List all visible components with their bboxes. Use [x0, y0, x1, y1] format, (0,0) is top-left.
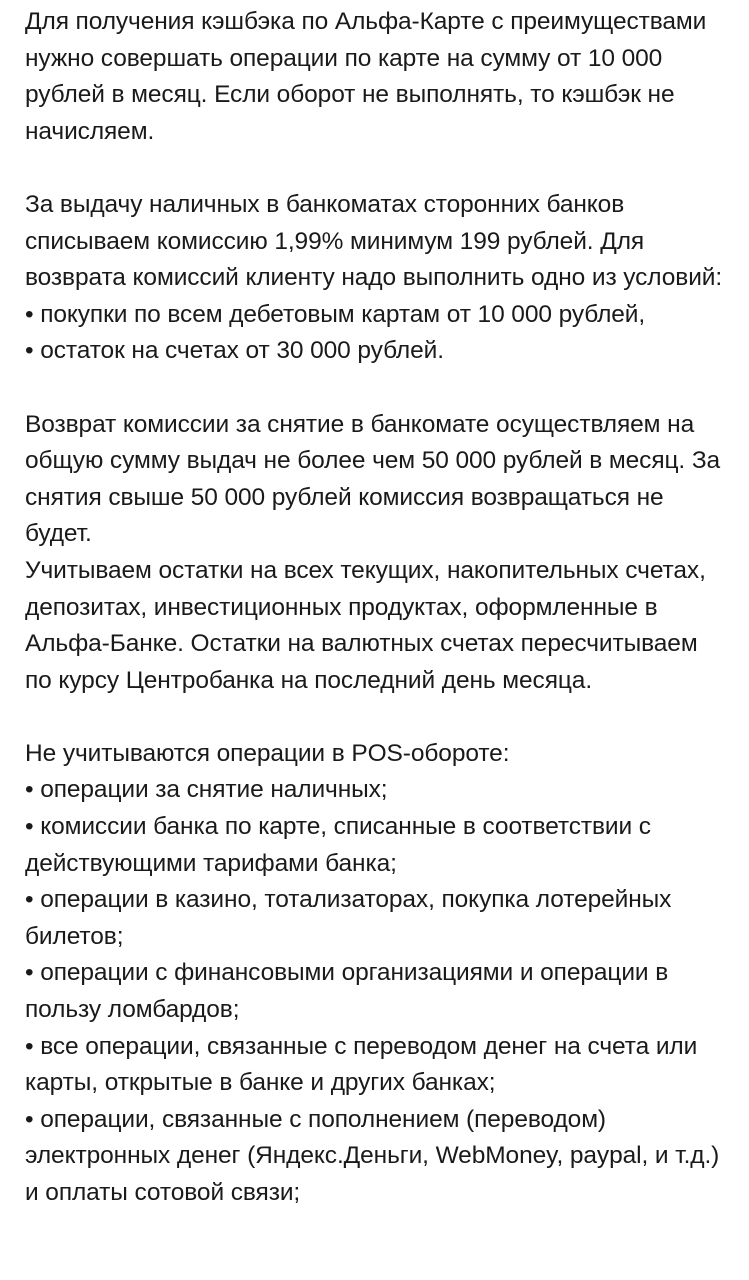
list-item: • покупки по всем дебетовым картам от 10 000 рублей, — [25, 297, 725, 334]
list-item: • операции с финансовыми организациями и операции в пользу ломбардов; — [25, 955, 725, 1028]
paragraph-balances: Учитываем остатки на всех текущих, накопительных счетах, депозитах, инвестиционных продуктах, оформленные в Альфа-Банке. Остатки на валютных счетах пересчитываем по курсу Центробанка на последний день месяца. — [25, 556, 706, 694]
list-item: • операции, связанные с пополнением (переводом) электронных денег (Яндекс.Деньги, WebMoney, paypal, и т.д.) и оплаты сотовой связи; — [25, 1102, 725, 1212]
list-item: • комиссии банка по карте, списанные в соответствии с действующими тарифами банка; — [25, 809, 725, 882]
paragraph-commission-refund-limit: Возврат комиссии за снятие в банкомате осуществляем на общую сумму выдач не более чем 50 000 рублей в месяц. За снятия свыше 50 000 рублей комиссия возвращаться не будет. — [25, 410, 721, 548]
list-item: • операции за снятие наличных; — [25, 772, 725, 809]
paragraph-atm-commission: За выдачу наличных в банкоматах сторонних банков списываем комиссию 1,99% минимум 199 рублей. Для возврата комиссий клиенту надо выполнить одно из условий: — [25, 190, 723, 292]
pos-exclusions-list — [25, 772, 725, 1211]
commission-refund-conditions-list — [25, 297, 725, 370]
list-item: • операции в казино, тотализаторах, покупка лотерейных билетов; — [25, 882, 725, 955]
document-body — [25, 4, 725, 1212]
paragraph-cashback-conditions: Для получения кэшбэка по Альфа-Карте с преимуществами нужно совершать операции по карте на сумму от 10 000 рублей в месяц. Если оборот не выполнять, то кэшбэк не начисляем. — [25, 8, 707, 145]
list-item: • остаток на счетах от 30 000 рублей. — [25, 333, 725, 370]
list-item: • все операции, связанные с переводом денег на счета или карты, открытые в банке и других банках; — [25, 1029, 725, 1102]
paragraph-pos-exclusions-heading: Не учитываются операции в POS-обороте: — [25, 739, 510, 767]
